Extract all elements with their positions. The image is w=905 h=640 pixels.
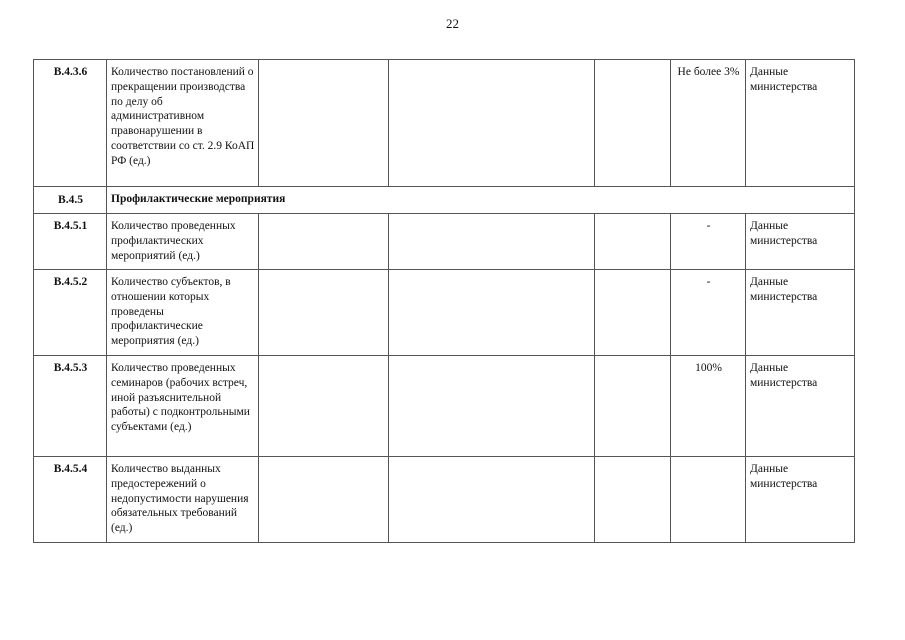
row-code: В.4.3.6 bbox=[34, 60, 107, 187]
row-code: В.4.5.2 bbox=[34, 270, 107, 356]
row-cell-empty bbox=[389, 60, 595, 187]
table-row bbox=[34, 270, 855, 356]
row-code: В.4.5.4 bbox=[34, 457, 107, 543]
page-number: 22 bbox=[446, 16, 459, 31]
section-code: В.4.5 bbox=[34, 187, 107, 214]
row-cell-empty bbox=[595, 60, 671, 187]
row-indicator-name: Количество проведенных семинаров (рабочих встреч, иной разъяснительной работы) с подконтрольными субъектами (ед.) bbox=[107, 356, 259, 457]
row-cell-empty bbox=[259, 457, 389, 543]
row-cell-empty bbox=[595, 457, 671, 543]
row-cell-empty bbox=[259, 356, 389, 457]
row-code: В.4.5.3 bbox=[34, 356, 107, 457]
table-row bbox=[34, 214, 855, 270]
row-data-source: Данные министерства bbox=[746, 457, 855, 543]
row-data-source: Данные министерства bbox=[746, 214, 855, 270]
table-row bbox=[34, 60, 855, 187]
row-cell-empty bbox=[389, 457, 595, 543]
row-indicator-name: Количество проведенных профилактических мероприятий (ед.) bbox=[107, 214, 259, 270]
row-code: В.4.5.1 bbox=[34, 214, 107, 270]
section-row bbox=[34, 187, 855, 214]
row-indicator-name: Количество субъектов, в отношении которых проведены профилактические мероприятия (ед.) bbox=[107, 270, 259, 356]
row-cell-empty bbox=[259, 214, 389, 270]
section-title: Профилактические мероприятия bbox=[107, 187, 855, 214]
row-indicator-name: Количество постановлений о прекращении производства по делу об административном правонарушении в соответствии со ст. 2.9 КоАП РФ (ед.) bbox=[107, 60, 259, 187]
row-cell-empty bbox=[259, 60, 389, 187]
row-cell-empty bbox=[595, 214, 671, 270]
row-cell-empty bbox=[595, 270, 671, 356]
row-data-source: Данные министерства bbox=[746, 60, 855, 187]
row-target-value: - bbox=[671, 214, 746, 270]
row-target-value bbox=[671, 457, 746, 543]
row-target-value: Не более 3% bbox=[671, 60, 746, 187]
row-cell-empty bbox=[389, 356, 595, 457]
row-cell-empty bbox=[595, 356, 671, 457]
row-target-value: 100% bbox=[671, 356, 746, 457]
row-data-source: Данные министерства bbox=[746, 356, 855, 457]
row-target-value: - bbox=[671, 270, 746, 356]
row-cell-empty bbox=[259, 270, 389, 356]
table-row bbox=[34, 356, 855, 457]
row-cell-empty bbox=[389, 214, 595, 270]
indicators-table bbox=[33, 59, 855, 543]
row-cell-empty bbox=[389, 270, 595, 356]
row-indicator-name: Количество выданных предостережений о недопустимости нарушения обязательных требований (ед.) bbox=[107, 457, 259, 543]
table-row bbox=[34, 457, 855, 543]
row-data-source: Данные министерства bbox=[746, 270, 855, 356]
